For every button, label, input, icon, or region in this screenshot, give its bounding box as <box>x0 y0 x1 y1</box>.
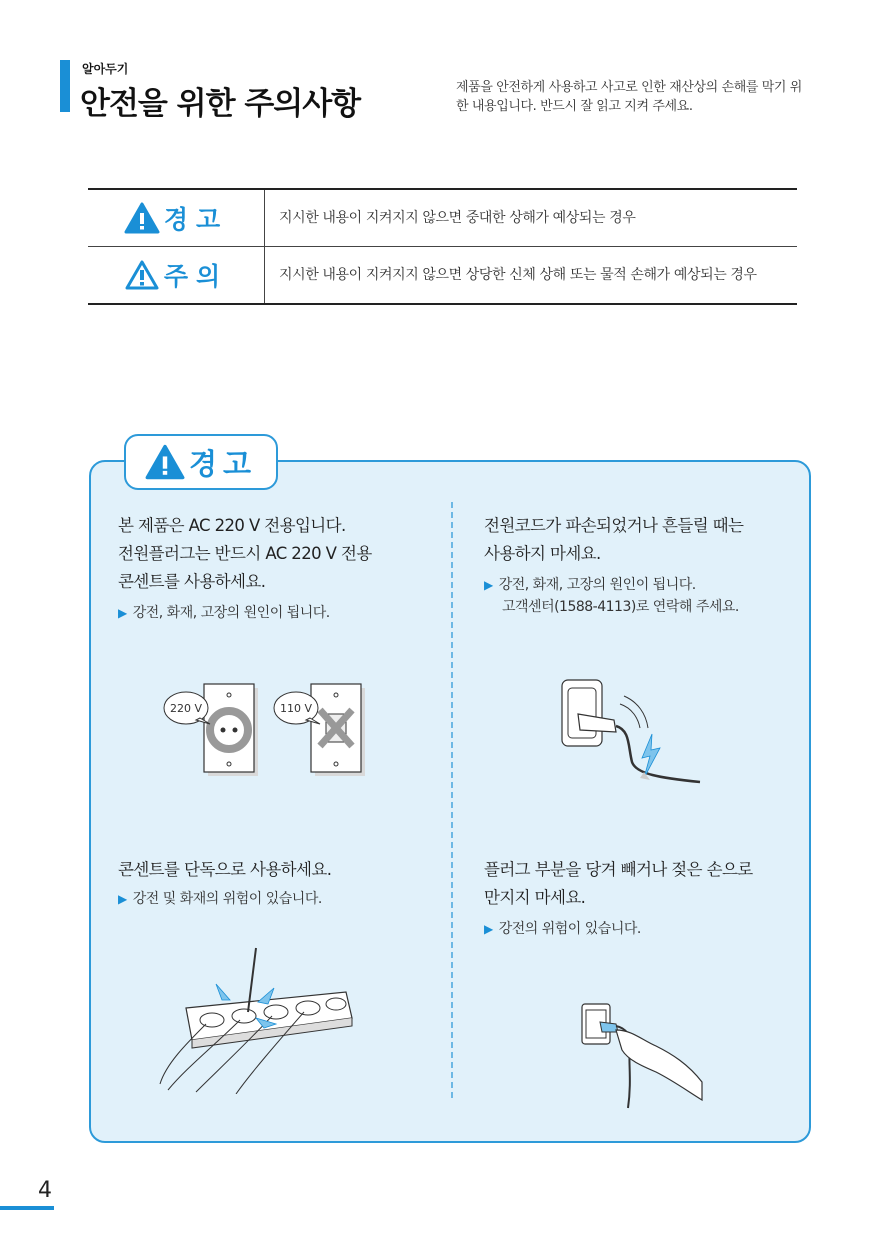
legend-label-warning: 경고 <box>163 205 229 234</box>
outlet-voltage-illustration <box>160 682 380 782</box>
header-accent-bar <box>60 60 70 112</box>
item-2-title-line: 전원코드가 파손되었거나 흔들릴 때는 <box>484 516 744 535</box>
page-number: 4 <box>38 1178 52 1203</box>
label-220v: 220 V <box>169 702 203 715</box>
section-label: 알아두기 <box>82 62 129 76</box>
legend-text-warning: 지시한 내용이 지켜지지 않으면 중대한 상해가 예상되는 경우 <box>279 210 636 226</box>
warning-triangle-filled-icon <box>145 444 185 480</box>
legend-row-caution <box>88 246 797 303</box>
item-1-title-line: 본 제품은 AC 220 V 전용입니다. <box>118 516 346 535</box>
bullet-arrow-icon: ▶ <box>484 922 493 936</box>
item-3-title-line: 콘센트를 단독으로 사용하세요. <box>118 860 332 879</box>
warning-panel-label: 경고 <box>188 446 258 481</box>
page-title: 안전을 위한 주의사항 <box>80 86 361 122</box>
item-1-title-line: 콘센트를 사용하세요. <box>118 572 266 591</box>
warning-item-4 <box>484 856 794 940</box>
warning-triangle-outline-icon <box>124 259 160 291</box>
item-1-title-line: 전원플러그는 반드시 AC 220 V 전용 <box>118 544 372 563</box>
legend-table <box>88 188 797 305</box>
page-description: 제품을 안전하게 사용하고 사고로 인한 재산상의 손해를 막기 위한 내용입니다. 반드시 잘 읽고 지켜 주세요. <box>456 80 802 114</box>
column-divider <box>451 502 453 1098</box>
label-110v: 110 V <box>279 702 313 715</box>
warning-panel-tab <box>124 434 278 490</box>
page-number-underline <box>0 1206 54 1210</box>
item-3-note: 강전 및 화재의 위험이 있습니다. <box>132 891 322 907</box>
bullet-arrow-icon: ▶ <box>118 606 127 620</box>
bullet-arrow-icon: ▶ <box>118 892 127 906</box>
legend-row-warning <box>88 190 797 246</box>
item-2-note: 고객센터(1588-4113)로 연락해 주세요. <box>502 599 739 615</box>
warning-item-3 <box>118 856 438 910</box>
item-2-title-line: 사용하지 마세요. <box>484 544 601 563</box>
item-1-note: 강전, 화재, 고장의 원인이 됩니다. <box>132 605 330 621</box>
item-4-note: 강전의 위험이 있습니다. <box>498 921 641 937</box>
legend-text-caution: 지시한 내용이 지켜지지 않으면 상당한 신체 상해 또는 물적 손해가 예상되는 경우 <box>279 267 757 283</box>
bullet-arrow-icon: ▶ <box>484 578 493 592</box>
item-2-note: 강전, 화재, 고장의 원인이 됩니다. <box>498 577 696 593</box>
power-strip-illustration <box>156 944 356 1094</box>
warning-item-1 <box>118 512 438 624</box>
item-4-title-line: 만지지 마세요. <box>484 888 586 907</box>
item-4-title-line: 플러그 부분을 당겨 빼거나 젖은 손으로 <box>484 860 753 879</box>
damaged-cord-illustration <box>550 674 710 794</box>
warning-triangle-filled-icon <box>124 202 160 234</box>
warning-item-2 <box>484 512 794 618</box>
hand-plug-illustration <box>576 1000 706 1112</box>
legend-label-caution: 주의 <box>163 262 229 291</box>
